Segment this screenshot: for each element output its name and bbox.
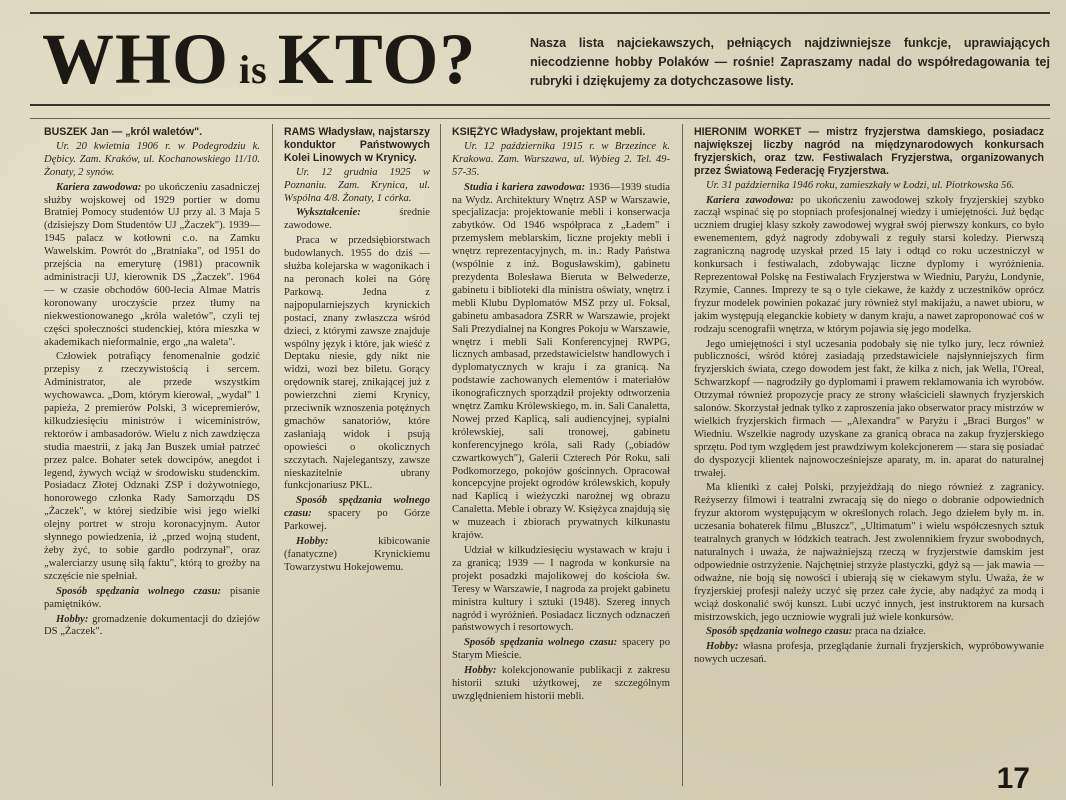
article-lead: BUSZEK Jan — „król waletów".	[44, 126, 203, 138]
masthead	[30, 4, 1050, 112]
header-divider	[30, 118, 1050, 119]
article-lead: RAMS Władysław, najstarszy konduktor Państwowych Kolei Linowych w Krynicy.	[284, 126, 430, 164]
hobby-label: Hobby:	[706, 641, 739, 653]
studies-label: Studia i kariera zawodowa:	[464, 181, 586, 193]
hobby-text: kolekcjonowanie publikacji z zakresu historii sztuki użytkowej, ze szczególnym uwzględnieniem historii mebli.	[452, 665, 670, 702]
article-hobby	[284, 536, 430, 575]
article-awards: Udział w kilkudziesięciu wystawach w kraju i za granicą; 1939 — I nagroda w konkursie na projekt posadzki majolikowej do kościoła św. Teresy w Warszawie, I nagroda za projekt gabinetu ministra kultury i sztuki (1948). Szereg innych nagród i wyróżnień. Posiadacz licznych odznaczeń państwowych i resortowych.	[452, 545, 670, 634]
column-divider	[440, 124, 441, 786]
page-number: 17	[996, 762, 1030, 795]
column-divider	[682, 124, 683, 786]
career-label: Kariera zawodowa:	[706, 194, 794, 206]
article-ksiezyc	[452, 126, 670, 786]
leisure-label: Sposób spędzania wolnego czasu:	[464, 637, 618, 649]
article-worket	[694, 126, 1044, 766]
leisure-text: praca na działce.	[854, 626, 926, 638]
article-career	[694, 195, 1044, 337]
career-text: po ukończeniu zasadniczej służby wojskowej od 1929 portier w domu Bratniej Pomocy studentów UJ przy al. 3 Maja 5 (dzisiejszy Dom Studentów UJ „Żaczek"). 1939—1945 palacz w kotłowni c.o. na Zamku Wawelskim. Powrót do „Bratniaka", od 1951 do przejścia na emeryturę (1981) pracownik administracji UJ, kierownik DS „Żaczek". 1964 — w czasie obchodów 600-lecia Almae Matris koronowany uroczyście przez tłumy na niekwestionowanego „króla waletów", czyli tej części społeczności studenckiej, która mieszka w akademikach nieformalnie, ergo „na waleta".	[44, 181, 260, 348]
hobby-text: kibicowanie (fanatyczne) Krynickiemu Towarzystwu Hokejowemu.	[284, 536, 430, 573]
leisure-label: Sposób spędzania wolnego czasu:	[56, 585, 222, 597]
hobby-text: gromadzenie dokumentacji do dziejów DS „Żaczek".	[44, 613, 260, 638]
leisure-text: pisanie pamiętników.	[44, 585, 260, 610]
career-label: Kariera zawodowa:	[56, 181, 142, 193]
intro-text: Nasza lista najciekawszych, pełniących najdziwniejsze funkcje, uprawiających niecodzienne hobby Polaków — rośnie! Zapraszamy nadal do współredagowania tej rubryki i dziękujemy za dotychczasowe listy.	[530, 36, 1050, 88]
title-is: is	[239, 47, 268, 92]
title-who: WHO	[42, 19, 230, 99]
leisure-label: Sposób spędzania wolnego czasu:	[284, 495, 430, 520]
studies-text: 1936—1939 studia na Wydz. Architektury Wnętrz ASP w Warszawie, specjalizacja: projektowanie mebli i konserwacja zabytków. Od 1946 współpraca z „Ładem" i przemysłem meblarskim, liczne projekty mebli i wnętrz reprezentacyjnych, m. in.: Rady Państwa (wspólnie z inż. Bogusławskim), gabinetu prezydenta Bolesława Bieruta w Belwederze, gabinetu i biblioteki dla ministra oświaty, wnętrz i mebli Klubu Dyplomatów MSZ przy ul. Foksal, gabinetu ambasadora ZSRR w Warszawie, projekt Sali Prezydialnej na Kongres Pokoju w Warszawie, wnętrz i mebli Sali Konferencyjnej RWPG, licznych ambasad, przedstawicielstw handlowych i dyplomatycznych w kraju i za granicą. Na podstawie zachowanych elementów i materiałów ikonograficznych sporządził projekty odtworzenia wnętrz Zamku Królewskiego, m. in. Sali Canaletta, Nowej przed Kaplicą, sali audiencyjnej, sypialni królewskiej, sali tronowej, gabinetu konferencyjnego króla, sali Rady („obiadów czwartkowych"), Galerii Czterech Pór Roku, sali Podkomorzego, pokojów gościnnych. Opracował koncepcyjne projekt ogrodów królewskich, kopuły nad Kaplicą i wieżyczki narożnej wg obrazu Canaletta. Meble i obrazy W. Księżyca znajdują się w muzeach i zbiorach prywatnych kilkunastu krajów.	[452, 181, 670, 542]
article-leisure	[452, 637, 670, 663]
article-paragraph: Jego umiejętności i styl uczesania podobały się nie tylko jury, lecz również publiczności, wśród której zasiadają przedstawiciele najsłynniejszych firm fryzjerskich świata, czego dowodem jest fakt, że kilka z nich, jak Wella, l'Oreal, Schwarzkopf — nagrodziły go dyplomami i prawem reklamowania ich wyrobów. Otrzymał również propozycje pracy ze strony właścicieli sławnych fryzjerskich salonów. Skorzystał jednak tylko z zaproszenia jako obserwator pracy mistrzów w wielkich fryzjerskich firmach — „Alexandra" w Paryżu i „Braci Burgos" w Wiedniu. Wszelkie nagrody uzyskane za granicą obraca na zakup fryzjerskiego sprzętu. Pod tym względem jest prawdziwym kolekcjonerem — stara się posiadać do dyspozycji klientek najnowocześniejsze aparaty, m. in. aparat do naturalnej trwałej.	[694, 338, 1044, 479]
article-data: Ur. 31 października 1946 roku, zamieszkały w Łodzi, ul. Piotrkowska 56.	[706, 179, 1015, 191]
hobby-label: Hobby:	[296, 536, 329, 548]
article-rams	[284, 126, 430, 786]
article-buszek	[44, 126, 260, 786]
career-text: po ukończeniu zawodowej szkoły fryzjerskiej szybko zaczął wspinać się po stopniach profesjonalnej wiedzy i umiejętności. Już będąc uczniem drugiej klasy szkoły zawodowej wygrał swój pierwszy konkurs, co było ewenementem, gdyż nagrody zdobywali z reguły starsi koledzy. Pierwszą zagraniczną nagrodę uzyskał przed 15 laty i odtąd co roku uczestniczył w konkursach i festiwalach, zdobywając liczne dyplomy i wyróżnienia. Reprezentował Polskę na Festiwalach Fryzjerstwa w Wiedniu, Paryżu, Londynie, Rzymie, Cannes. Imprezy te są o tyle ciekawe, że każdy z uczestników oprócz fryzur modelek powinien pokazać jury również styl makijażu, a nawet ubioru, w jakim występują eleganckie kobiety w danym kraju, a nawet zaproponować coś w rodzaju scenografii wnętrza, w którym pojawia się jego modelka.	[694, 194, 1044, 335]
article-data: Ur. 12 grudnia 1925 w Poznaniu. Zam. Krynica, ul. Wspólna 4/8. Żonaty, 1 córka.	[284, 166, 430, 204]
leisure-text: spacery po Górze Parkowej.	[284, 508, 430, 533]
leisure-label: Sposób spędzania wolnego czasu:	[706, 626, 853, 638]
leisure-text: spacery po Starym Mieście.	[452, 637, 670, 662]
article-leisure	[694, 626, 1044, 639]
masthead-top-rule	[30, 12, 1050, 14]
article-hobby	[44, 614, 260, 640]
article-leisure	[44, 586, 260, 612]
article-leisure	[284, 495, 430, 534]
article-data: Ur. 12 października 1915 r. w Brzezince k. Krakowa. Zam. Warszawa, ul. Wybieg 2. Tel. 49-57-35.	[452, 140, 670, 178]
article-education	[284, 207, 430, 233]
article-bio: Człowiek potrafiący fenomenalnie godzić przepisy z rzeczywistością i sercem. Administrator, ale przede wszystkim wychowawca. „Dom, którym kierował, „wydał" 1 papieża, 2 premierów Polski, 3 wicepremierów, kilkudziesięciu ministrów i wiceministrów, rektorów i ambasadorów. Wielu z nich zawdzięcza studia maestrii, z jaką Jan Buszek umiał patrzeć przez palce. Bohater setek dowcipów, anegdot i legend, żywych wciąż w środowisku studenckim. Posiadacz Złotej Odznaki ZSP i dożywotniego, honorowego członka Rady Samorządu DS „Żaczek", w której siedzibie wisi jego wielki olejny portret w stroju koronacyjnym. Autor słynnego powiedzenia, iż „przed wojną student, żeby żyć, to sobie gardło podrzynał", oraz „walerciarzy usunę siłą faktu", którą to groźby na szczęście nie spełniał.	[44, 351, 260, 582]
page-title	[42, 18, 476, 101]
article-hobby	[694, 641, 1044, 667]
masthead-bottom-rule	[30, 104, 1050, 106]
column-divider	[272, 124, 273, 786]
article-career	[44, 182, 260, 350]
education-text: średnie zawodowe.	[284, 207, 430, 232]
title-kto: KTO?	[277, 19, 477, 99]
article-career: Praca w przedsiębiorstwach budowlanych. 1955 do dziś — służba kolejarska w wagonikach i na peronach kolei na Górę Parkową. Jedna z najpopularniejszych krynickich postaci, znany zwłaszcza wśród dzieci, z którymi zawsze znajduje wspólny język i które, jak wieść z Deptaku niesie, gdy nikt nie widzi, wozi bez biletu. Gorący orędownik starej, znikającej już z powierzchni ziemi Krynicy, przeciwnik wznoszenia potężnych gmachów sanatoriów, które zasłaniają widok i psują opowieści o okolicznych szczytach. Najelegantszy, zawsze nieskazitelnie ubrany funkcjonariusz PKL.	[284, 235, 430, 492]
article-hobby	[452, 665, 670, 704]
hobby-label: Hobby:	[464, 665, 497, 677]
article-lead: HIERONIM WORKET — mistrz fryzjerstwa damskiego, posiadacz największej liczby nagród na międzynarodowych konkursach fryzjerskich, oraz tzw. Festiwalach Fryzjerstwa, organizowanych przez Światową Federację Fryzjerstwa.	[694, 126, 1044, 177]
article-lead: KSIĘŻYC Władysław, projektant mebli.	[452, 126, 646, 138]
hobby-text: własna profesja, przeglądanie żurnali fryzjerskich, wypróbowywanie nowych uczesań.	[694, 641, 1044, 666]
hobby-label: Hobby:	[56, 613, 89, 625]
article-studies	[452, 182, 670, 543]
article-data: Ur. 20 kwietnia 1906 r. w Podegrodziu k. Dębicy. Zam. Kraków, ul. Kochanowskiego 11/10. Żonaty, 2 synów.	[44, 140, 260, 178]
education-label: Wykształcenie:	[296, 207, 361, 219]
article-paragraph: Ma klientki z całej Polski, przyjeżdżają do niego również z zagranicy. Reżyserzy filmowi i teatralni zwracają się do niego o dobranie odpowiednich fryzur aktorom występującym w określonych rolach. Jego dziełem były m. in. uczesania bohaterek filmu „Bluszcz", „Ultimatum" i wielu współczesnych sztuk teatralnych granych w łódzkich teatrach. Jest zwolennikiem fryzur swobodnych, naturalnych i uważa, że najważniejszą rzeczą w fryzjerstwie damskim jest odpowiednie ostrzyżenie. Najchętniej strzyże plastyczki, gdyż są — jak mawia — odważne, nie boją się nowości i ubierają się w ciekawym stylu. Uważa, że w fryzjerskiej profesji należy uczyć się przez całe życie, aby nadążyć za modą i wciąż doskonalić swój kunszt. Lubi uczyć innych, jest instruktorem na kursach mistrzowskich, jego uczniowie wygrali już wiele konkursów.	[694, 482, 1044, 623]
